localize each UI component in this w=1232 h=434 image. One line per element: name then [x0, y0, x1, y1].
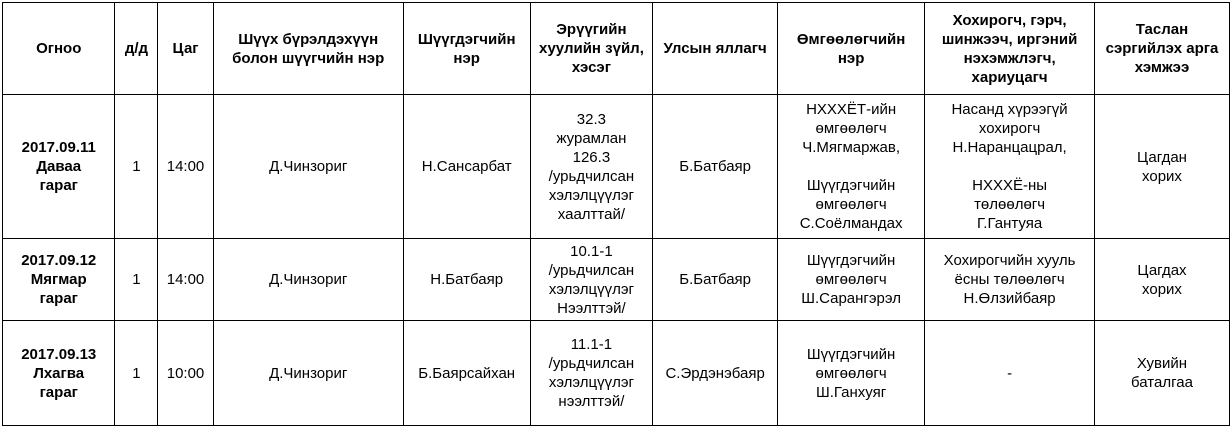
- header-date: Огноо: [3, 3, 115, 95]
- judge-cell: Д.Чинзориг: [213, 239, 403, 321]
- number-cell: 1: [115, 95, 158, 239]
- header-row: [3, 3, 1230, 95]
- court-schedule-table: [2, 2, 1230, 426]
- table-row: [3, 95, 1230, 239]
- judge-cell: Д.Чинзориг: [213, 321, 403, 426]
- defendant-cell: Б.Баярсайхан: [403, 321, 530, 426]
- header-prosecutor: Улсын яллагч: [653, 3, 778, 95]
- header-lawyer: Өмгөөлөгчийн нэр: [777, 3, 924, 95]
- table-row: [3, 239, 1230, 321]
- header-defendant: Шүүгдэгчийн нэр: [403, 3, 530, 95]
- header-measure: Таслан сэргийлэх арга хэмжээ: [1094, 3, 1229, 95]
- date-cell: 2017.09.11 Даваа гараг: [3, 95, 115, 239]
- date-cell: 2017.09.12 Мягмар гараг: [3, 239, 115, 321]
- defendant-cell: Н.Сансарбат: [403, 95, 530, 239]
- prosecutor-cell: С.Эрдэнэбаяр: [653, 321, 778, 426]
- time-cell: 14:00: [158, 239, 213, 321]
- measure-cell: Цагдан хорих: [1094, 95, 1229, 239]
- parties-cell: Насанд хүрээгүй хохирогч Н.Наранцацрал, НХХХЁ-ны төлөөлөгч Г.Гантуяа: [925, 95, 1095, 239]
- lawyer-cell: Шүүгдэгчийн өмгөөлөгч Ш.Сарангэрэл: [777, 239, 924, 321]
- parties-cell: Хохирогчийн хууль ёсны төлөөлөгч Н.Өлзийбаяр: [925, 239, 1095, 321]
- header-article: Эрүүгийн хуулийн зүйл, хэсэг: [530, 3, 653, 95]
- article-cell: 10.1-1 /урьдчилсан хэлэлцүүлэг Нээлттэй/: [530, 239, 653, 321]
- header-parties: Хохирогч, гэрч, шинжээч, иргэний нэхэмжлэгч, хариуцагч: [925, 3, 1095, 95]
- defendant-cell: Н.Батбаяр: [403, 239, 530, 321]
- article-cell: 11.1-1 /урьдчилсан хэлэлцүүлэг нээлттэй/: [530, 321, 653, 426]
- header-time: Цаг: [158, 3, 213, 95]
- number-cell: 1: [115, 239, 158, 321]
- time-cell: 10:00: [158, 321, 213, 426]
- measure-cell: Хувийн баталгаа: [1094, 321, 1229, 426]
- table-row: [3, 321, 1230, 426]
- parties-cell: -: [925, 321, 1095, 426]
- lawyer-cell: НХХХЁТ-ийн өмгөөлөгч Ч.Мягмаржав, Шүүгдэгчийн өмгөөлөгч С.Соёлмандах: [777, 95, 924, 239]
- prosecutor-cell: Б.Батбаяр: [653, 239, 778, 321]
- time-cell: 14:00: [158, 95, 213, 239]
- article-cell: 32.3 журамлан 126.3 /урьдчилсан хэлэлцүүлэг хаалттай/: [530, 95, 653, 239]
- header-number: д/д: [115, 3, 158, 95]
- date-cell: 2017.09.13 Лхагва гараг: [3, 321, 115, 426]
- lawyer-cell: Шүүгдэгчийн өмгөөлөгч Ш.Ганхуяг: [777, 321, 924, 426]
- measure-cell: Цагдах хорих: [1094, 239, 1229, 321]
- prosecutor-cell: Б.Батбаяр: [653, 95, 778, 239]
- judge-cell: Д.Чинзориг: [213, 95, 403, 239]
- number-cell: 1: [115, 321, 158, 426]
- header-judge: Шүүх бүрэлдэхүүн болон шүүгчийн нэр: [213, 3, 403, 95]
